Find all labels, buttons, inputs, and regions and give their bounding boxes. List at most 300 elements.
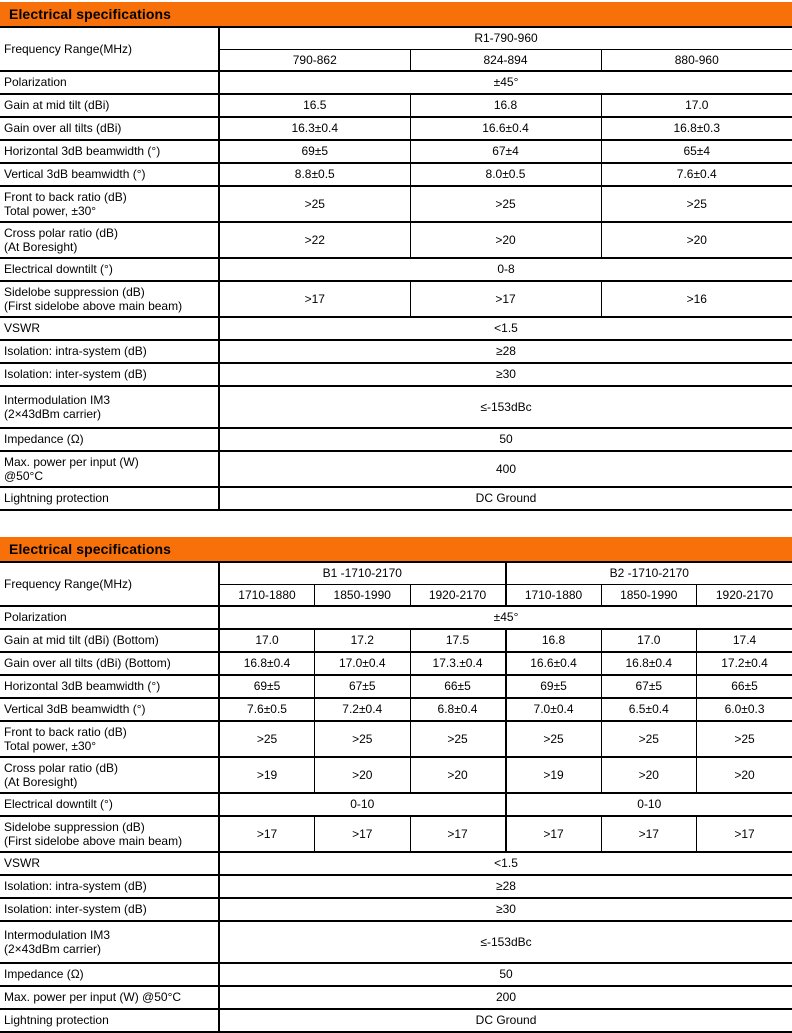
sub-range-header-text: 1710-1880 (238, 587, 296, 602)
spec-value (410, 721, 506, 757)
spec-value (315, 721, 411, 757)
spec-value (219, 451, 792, 487)
spec-value-text: 67±5 (635, 679, 663, 694)
spec-value (697, 675, 792, 698)
spec-value-text: >17 (638, 826, 659, 841)
spec-value (219, 652, 315, 675)
spec-value-text: 16.8 (493, 98, 518, 113)
spec-value (219, 222, 410, 258)
spec-row-label (0, 386, 219, 428)
spec-value-text: 17.2±0.4 (721, 656, 768, 671)
spec-row-label (0, 606, 219, 629)
spec-value-text: 7.2±0.4 (342, 702, 383, 717)
spec-row-label-text: Cross polar ratio (dB) (4, 225, 119, 240)
spec-value (219, 428, 792, 451)
spec-row-label-text: Polarization (4, 75, 67, 90)
sub-range-header (601, 584, 697, 606)
spec-row-label-text: Total power, ±30° (4, 739, 97, 753)
spec-row (0, 163, 792, 186)
spec-row (0, 186, 792, 222)
spec-row (0, 281, 792, 317)
spec-value (315, 816, 411, 852)
electrical-specs-section-1 (0, 2, 792, 511)
spec-row (0, 757, 792, 793)
spec-row (0, 487, 792, 510)
spec-row-label-text: Impedance (Ω) (4, 967, 84, 982)
spec-value (315, 698, 411, 721)
spec-value-text: ≥30 (496, 367, 516, 382)
spec-value-text: 16.8±0.4 (243, 656, 291, 671)
spec-value (219, 816, 315, 852)
spec-row (0, 222, 792, 258)
spec-value (506, 698, 602, 721)
spec-value-text: 0-8 (497, 262, 515, 277)
spec-value-text: >19 (256, 767, 278, 782)
spec-row (0, 852, 792, 875)
sub-range-header (410, 584, 506, 606)
spec-value-text: 16.6±0.4 (530, 656, 577, 671)
spec-row-label-text: Vertical 3dB beamwidth (°) (4, 702, 146, 717)
spec-row-label-text: Total power, ±30° (4, 204, 97, 218)
electrical-specs-section-2 (0, 537, 792, 1033)
spec-value-text: >16 (686, 291, 707, 306)
spec-row-label (0, 317, 219, 340)
spec-value (315, 629, 411, 652)
spec-value-text: 400 (495, 461, 517, 476)
spec-row (0, 816, 792, 852)
spec-value (506, 757, 602, 793)
spec-value-text: 16.5 (303, 98, 327, 113)
spec-value-text: 6.5±0.4 (628, 702, 669, 717)
band-group-header (506, 562, 792, 584)
spec-row-label (0, 487, 219, 510)
spec-value (219, 71, 792, 94)
spec-row (0, 721, 792, 757)
spec-value-text: >17 (256, 826, 278, 841)
spec-value-text: >19 (543, 767, 564, 782)
spec-value-text: >20 (638, 767, 659, 782)
spec-value-text: DC Ground (475, 491, 537, 506)
spec-row (0, 140, 792, 163)
spec-row-label-text: VSWR (4, 321, 40, 336)
spec-value (219, 317, 792, 340)
spec-value-text: >17 (447, 826, 468, 841)
spec-row-label (0, 258, 219, 281)
spec-row-label-text: (At Boresight) (4, 775, 78, 789)
spec-row-label-text: Front to back ratio (dB) (4, 189, 127, 204)
spec-value-text: 69±5 (540, 679, 567, 694)
spec-row-label (0, 340, 219, 363)
spec-row-label (0, 222, 219, 258)
band-group-header (219, 562, 506, 584)
spec-row-label (0, 117, 219, 140)
spec-row (0, 875, 792, 898)
sub-range-header-text: 1710-1880 (524, 587, 583, 602)
spec-value (315, 757, 411, 793)
spec-row-label (0, 1009, 219, 1032)
spec-row (0, 921, 792, 963)
spec-value (410, 140, 601, 163)
spec-value-text: 67±5 (348, 679, 376, 694)
spec-value-text: 6.0±0.3 (724, 702, 765, 717)
spec-row-label-text: Max. power per input (W) @50°C (4, 990, 182, 1005)
spec-value-text: >20 (686, 232, 707, 247)
spec-value-text: 16.8±0.4 (625, 656, 673, 671)
spec-row-label-text: (At Boresight) (4, 240, 78, 254)
spec-row (0, 428, 792, 451)
spec-value (601, 816, 697, 852)
spec-value-text: <1.5 (494, 856, 518, 871)
spec-row-label (0, 140, 219, 163)
spec-value (601, 222, 792, 258)
spec-table-2 (0, 561, 792, 1033)
spec-value-text: >25 (256, 731, 278, 746)
spec-value (697, 652, 792, 675)
spec-value-text: >25 (734, 731, 755, 746)
spec-row-label (0, 71, 219, 94)
spec-value (315, 652, 411, 675)
spec-row-label-text: (First sidelobe above main beam) (4, 299, 183, 313)
spec-row-label (0, 428, 219, 451)
spec-value (601, 117, 792, 140)
spec-value-text: 7.0±0.4 (533, 702, 574, 717)
spec-value (219, 721, 315, 757)
spec-value (697, 757, 792, 793)
spec-row (0, 317, 792, 340)
band-group-header-text: B2 -1710-2170 (609, 566, 689, 581)
spec-value-text: 17.0 (255, 633, 279, 648)
spec-value (601, 281, 792, 317)
sub-range-header (315, 584, 411, 606)
spec-value-text: 0-10 (637, 797, 662, 812)
sub-range-header-text: 824-894 (483, 52, 528, 67)
spec-value (410, 629, 506, 652)
spec-value-text: ≤-153dBc (480, 934, 532, 949)
spec-row (0, 963, 792, 986)
spec-value-text: 8.8±0.5 (294, 167, 335, 182)
spec-value (219, 487, 792, 510)
spec-value (697, 629, 792, 652)
spec-row-label (0, 898, 219, 921)
spec-value (601, 94, 792, 117)
spec-row-label-text: Max. power per input (W) (4, 454, 139, 469)
spec-value (219, 117, 410, 140)
sub-range-header-text: 880-960 (674, 52, 719, 67)
spec-row-label (0, 816, 219, 852)
spec-row (0, 386, 792, 428)
sub-range-header-text: 790-862 (292, 52, 337, 67)
sub-range-header (506, 584, 602, 606)
spec-value (506, 629, 602, 652)
spec-value-text: 8.0±0.5 (485, 167, 526, 182)
spec-row-label-text: Lightning protection (4, 1013, 109, 1028)
spec-value (506, 652, 602, 675)
spec-value (410, 222, 601, 258)
spec-value-text: 17.4 (732, 633, 757, 648)
spec-row-label-text: (First sidelobe above main beam) (4, 834, 183, 848)
spec-row-label (0, 281, 219, 317)
spec-value-text: >22 (304, 232, 325, 247)
spec-value (219, 986, 792, 1009)
spec-row-label (0, 451, 219, 487)
spec-value-text: 0-10 (350, 797, 375, 812)
spec-value (601, 629, 697, 652)
spec-row-label (0, 675, 219, 698)
spec-value (410, 757, 506, 793)
spec-value-text: >25 (638, 731, 659, 746)
spec-value (219, 852, 792, 875)
spec-row (0, 898, 792, 921)
spec-value-text: 16.3±0.4 (291, 121, 339, 136)
spec-value (219, 163, 410, 186)
spec-row (0, 340, 792, 363)
spec-value-text: >25 (447, 731, 468, 746)
spec-value-text: 66±5 (731, 679, 758, 694)
spec-value (219, 629, 315, 652)
spec-row (0, 652, 792, 675)
spec-row-label (0, 721, 219, 757)
spec-value (219, 698, 315, 721)
spec-value-text: 17.0 (637, 633, 661, 648)
spec-value (219, 675, 315, 698)
spec-row-label (0, 852, 219, 875)
spec-value-text: ≥28 (496, 879, 516, 894)
spec-value-text: >20 (447, 767, 468, 782)
spec-row-label (0, 94, 219, 117)
spec-value-text: 17.0 (685, 98, 709, 113)
spec-row-label-text: Cross polar ratio (dB) (4, 760, 119, 775)
spec-row-label-text: (2×43dBm carrier) (4, 407, 102, 421)
spec-value (601, 140, 792, 163)
sub-range-header (410, 49, 601, 71)
spec-value (410, 698, 506, 721)
sub-range-header (219, 49, 410, 71)
spec-row-label-text: Vertical 3dB beamwidth (°) (4, 167, 146, 182)
spec-row-label-text: Sidelobe suppression (dB) (4, 819, 145, 834)
spec-row-label-text: Isolation: inter-system (dB) (4, 902, 147, 917)
spec-value-text: 7.6±0.5 (247, 702, 287, 717)
spec-value (601, 652, 697, 675)
spec-row (0, 606, 792, 629)
spec-value-text: >20 (352, 767, 373, 782)
spec-value (697, 816, 792, 852)
sub-range-header-text: 1920-2170 (715, 587, 774, 602)
spec-row-label-text: Isolation: intra-system (dB) (4, 344, 147, 359)
frequency-range-label-text: Frequency Range(MHz) (4, 576, 133, 591)
spec-row-label-text: Gain at mid tilt (dBi) (Bottom) (4, 633, 159, 648)
spec-value-text: >25 (352, 731, 373, 746)
spec-row (0, 793, 792, 816)
spec-value-text: 69±5 (253, 679, 281, 694)
spec-row-label (0, 875, 219, 898)
spec-value-text: ±45° (493, 75, 519, 90)
spec-value-text: 17.0±0.4 (338, 656, 386, 671)
spec-row-label-text: Electrical downtilt (°) (4, 797, 113, 812)
spec-row-label (0, 757, 219, 793)
spec-value (410, 281, 601, 317)
spec-value (506, 721, 602, 757)
spec-value-text: 69±5 (301, 144, 329, 159)
spec-row-label-text: Polarization (4, 610, 67, 625)
spec-value (506, 793, 792, 816)
section-title: Electrical specifications (9, 6, 172, 22)
spec-row (0, 1009, 792, 1032)
spec-value (219, 963, 792, 986)
spec-row-label-text: (2×43dBm carrier) (4, 942, 102, 956)
spec-value (219, 898, 792, 921)
spec-value (601, 698, 697, 721)
spec-value (506, 675, 602, 698)
spec-value (219, 386, 792, 428)
spec-row-label-text: Horizontal 3dB beamwidth (°) (4, 144, 161, 159)
spec-row-label (0, 698, 219, 721)
spec-value-text: >25 (686, 196, 707, 211)
spec-row (0, 258, 792, 281)
spec-value-text: >17 (543, 826, 564, 841)
spec-value (601, 757, 697, 793)
spec-row-label (0, 986, 219, 1009)
spec-value (315, 675, 411, 698)
spec-value-text: 17.3.±0.4 (432, 656, 483, 671)
spec-value-text: 17.2 (350, 633, 374, 648)
spec-value-text: >17 (495, 291, 516, 306)
sub-range-header-text: 1850-1990 (620, 587, 678, 602)
band-group-header (219, 27, 792, 49)
spec-row-label-text: Gain at mid tilt (dBi) (4, 98, 110, 113)
spec-value-text: 50 (499, 432, 513, 447)
spec-row (0, 698, 792, 721)
spec-value-text: >25 (543, 731, 564, 746)
section-header-bar (0, 537, 792, 561)
section-title: Electrical specifications (9, 541, 172, 557)
spec-row (0, 986, 792, 1009)
sub-range-header (219, 584, 315, 606)
section-header-bar (0, 2, 792, 26)
spec-row-label-text: Isolation: inter-system (dB) (4, 367, 147, 382)
spec-value (410, 816, 506, 852)
spec-value (219, 875, 792, 898)
spec-value (697, 721, 792, 757)
spec-value (219, 363, 792, 386)
spec-row-label (0, 629, 219, 652)
spec-value (410, 163, 601, 186)
spec-value-text: 200 (496, 990, 517, 1005)
spec-table-1 (0, 26, 792, 511)
spec-value (219, 140, 410, 163)
spec-row-label (0, 186, 219, 222)
spec-row-label (0, 963, 219, 986)
spec-row (0, 675, 792, 698)
spec-row-label-text: @50°C (4, 469, 43, 483)
spec-row (0, 363, 792, 386)
spec-value-text: ≥28 (496, 344, 516, 359)
spec-row-label-text: Gain over all tilts (dBi) (Bottom) (4, 656, 171, 671)
spec-value (601, 186, 792, 222)
spec-row-label-text: Sidelobe suppression (dB) (4, 284, 145, 299)
spec-value (219, 94, 410, 117)
spec-value (410, 652, 506, 675)
spec-value (219, 281, 410, 317)
spec-row (0, 117, 792, 140)
spec-row-label-text: Horizontal 3dB beamwidth (°) (4, 679, 161, 694)
spec-row-label-text: Front to back ratio (dB) (4, 724, 127, 739)
spec-row (0, 629, 792, 652)
spec-row-label-text: Impedance (Ω) (4, 432, 84, 447)
spec-value-text: 66±5 (444, 679, 471, 694)
spec-value (601, 675, 697, 698)
spec-value-text: ≥30 (496, 902, 516, 917)
spec-value (219, 757, 315, 793)
frequency-range-label (0, 562, 219, 606)
spec-row-label-text: Gain over all tilts (dBi) (4, 121, 122, 136)
band-group-header-text: R1-790-960 (474, 31, 538, 46)
spec-value-text: >17 (734, 826, 755, 841)
spec-value (697, 698, 792, 721)
spec-value-text: 67±4 (492, 144, 519, 159)
spec-value (219, 340, 792, 363)
spec-value-text: 17.5 (445, 633, 470, 648)
spec-value (219, 186, 410, 222)
sub-range-header (697, 584, 792, 606)
sub-range-header-text: 1920-2170 (428, 587, 487, 602)
frequency-range-label (0, 27, 219, 71)
spec-row-label-text: Intermodulation IM3 (4, 392, 111, 407)
spec-value-text: >17 (304, 291, 325, 306)
spec-value (601, 163, 792, 186)
spec-row (0, 71, 792, 94)
spec-value-text: >20 (734, 767, 755, 782)
spec-value-text: >25 (304, 196, 325, 211)
spec-row-label (0, 163, 219, 186)
spec-row-label-text: Intermodulation IM3 (4, 927, 111, 942)
spec-value-text: 16.8 (541, 633, 566, 648)
spec-value (219, 258, 792, 281)
spec-value-text: 7.6±0.4 (676, 167, 717, 182)
spec-value-text: >25 (495, 196, 516, 211)
spec-row (0, 451, 792, 487)
spec-value-text: DC Ground (475, 1013, 537, 1028)
spec-value-text: 6.8±0.4 (437, 702, 478, 717)
spec-value (410, 186, 601, 222)
spec-value-text: 16.6±0.4 (482, 121, 529, 136)
spec-row-label (0, 921, 219, 963)
sub-range-header-text: 1850-1990 (333, 587, 391, 602)
spec-value-text: 16.8±0.3 (673, 121, 721, 136)
frequency-range-label-text: Frequency Range(MHz) (4, 41, 133, 56)
spec-row (0, 94, 792, 117)
spec-value (410, 94, 601, 117)
spec-row-label (0, 652, 219, 675)
spec-row-label-text: Electrical downtilt (°) (4, 262, 113, 277)
spec-row-label-text: Isolation: intra-system (dB) (4, 879, 147, 894)
band-group-header-text: B1 -1710-2170 (322, 566, 402, 581)
spec-value-text: >17 (352, 826, 373, 841)
spec-value (506, 816, 602, 852)
spec-value (219, 921, 792, 963)
spec-row-label (0, 363, 219, 386)
spec-row-label-text: VSWR (4, 856, 40, 871)
spec-value-text: ≤-153dBc (480, 399, 532, 414)
spec-value (410, 675, 506, 698)
spec-value-text: <1.5 (494, 321, 518, 336)
spec-value-text: 65±4 (683, 144, 711, 159)
spec-value (219, 606, 792, 629)
spec-value (219, 793, 506, 816)
sub-range-header (601, 49, 792, 71)
spec-value-text: 50 (499, 967, 513, 982)
spec-value (410, 117, 601, 140)
spec-value-text: >20 (495, 232, 516, 247)
